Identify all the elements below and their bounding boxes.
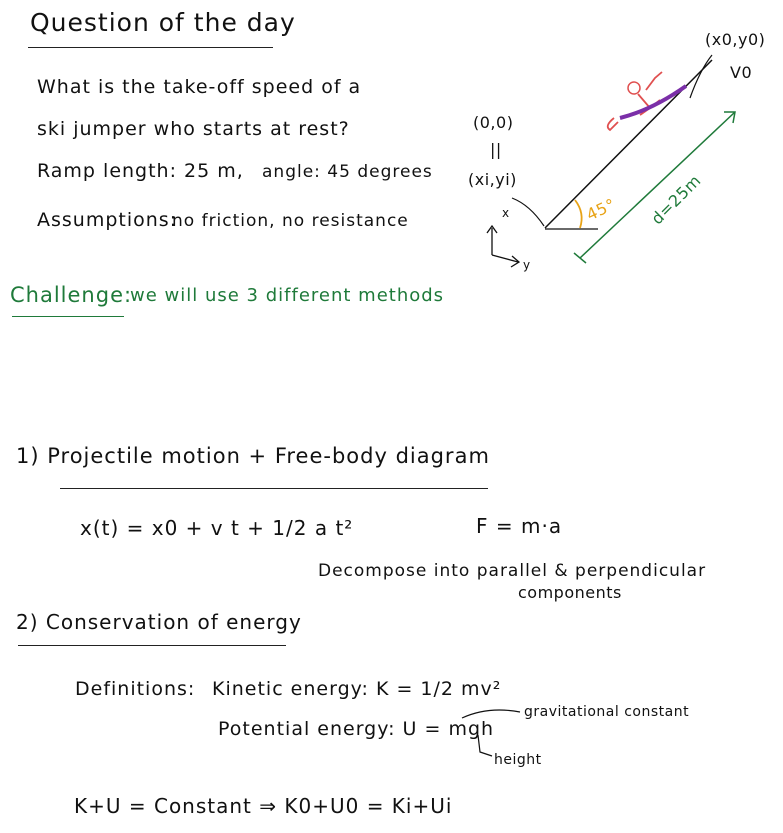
ramp-length: Ramp length: 25 m, — [37, 160, 244, 182]
pointer-curve — [512, 198, 544, 226]
distance-arrow — [580, 112, 735, 258]
distance-label: d=25m — [647, 170, 705, 229]
challenge-text: we will use 3 different methods — [130, 285, 445, 306]
initial-point-label: (xi,yi) — [468, 170, 517, 189]
axis-y-label: y — [523, 258, 531, 272]
question-line-1: What is the take-off speed of a — [37, 76, 362, 98]
components-note: components — [518, 583, 622, 602]
axis-x-label: x — [502, 206, 510, 220]
kinematics-equation: x(t) = x0 + v t + 1/2 a t² — [80, 516, 354, 540]
angle-arc — [575, 200, 582, 228]
skier-figure — [608, 72, 686, 130]
equals-label: || — [490, 140, 502, 159]
assumptions-label: Assumptions: — [37, 209, 178, 231]
assumptions-text: no friction, no resistance — [172, 211, 409, 231]
potential-energy-definition: Potential energy: U = mgh — [218, 718, 495, 740]
kinetic-energy-definition: Kinetic energy: K = 1/2 mv² — [212, 678, 502, 700]
decompose-note: Decompose into parallel & perpendicular — [318, 561, 707, 581]
angle-label: 45° — [583, 194, 619, 225]
force-equation: F = m·a — [476, 514, 563, 538]
challenge-label: Challenge: — [10, 283, 133, 307]
section2-heading: 2) Conservation of energy — [16, 610, 302, 634]
definitions-label: Definitions: — [75, 678, 196, 700]
velocity-label: V0 — [730, 63, 753, 82]
gravitational-constant-note: gravitational constant — [524, 704, 690, 720]
final-point-label: (x0,y0) — [705, 30, 766, 49]
origin-point-label: (0,0) — [473, 113, 514, 132]
question-line-2: ski jumper who starts at rest? — [37, 118, 350, 140]
velocity-pointer — [690, 55, 712, 98]
height-note: height — [494, 752, 542, 768]
page-title: Question of the day — [30, 8, 296, 37]
section1-heading: 1) Projectile motion + Free-body diagram — [16, 444, 490, 468]
section2-underline — [18, 645, 286, 646]
section1-underline — [60, 488, 488, 489]
angle-text: angle: 45 degrees — [262, 162, 433, 182]
conservation-equation: K+U = Constant ⇒ K0+U0 = Ki+Ui — [74, 794, 453, 818]
